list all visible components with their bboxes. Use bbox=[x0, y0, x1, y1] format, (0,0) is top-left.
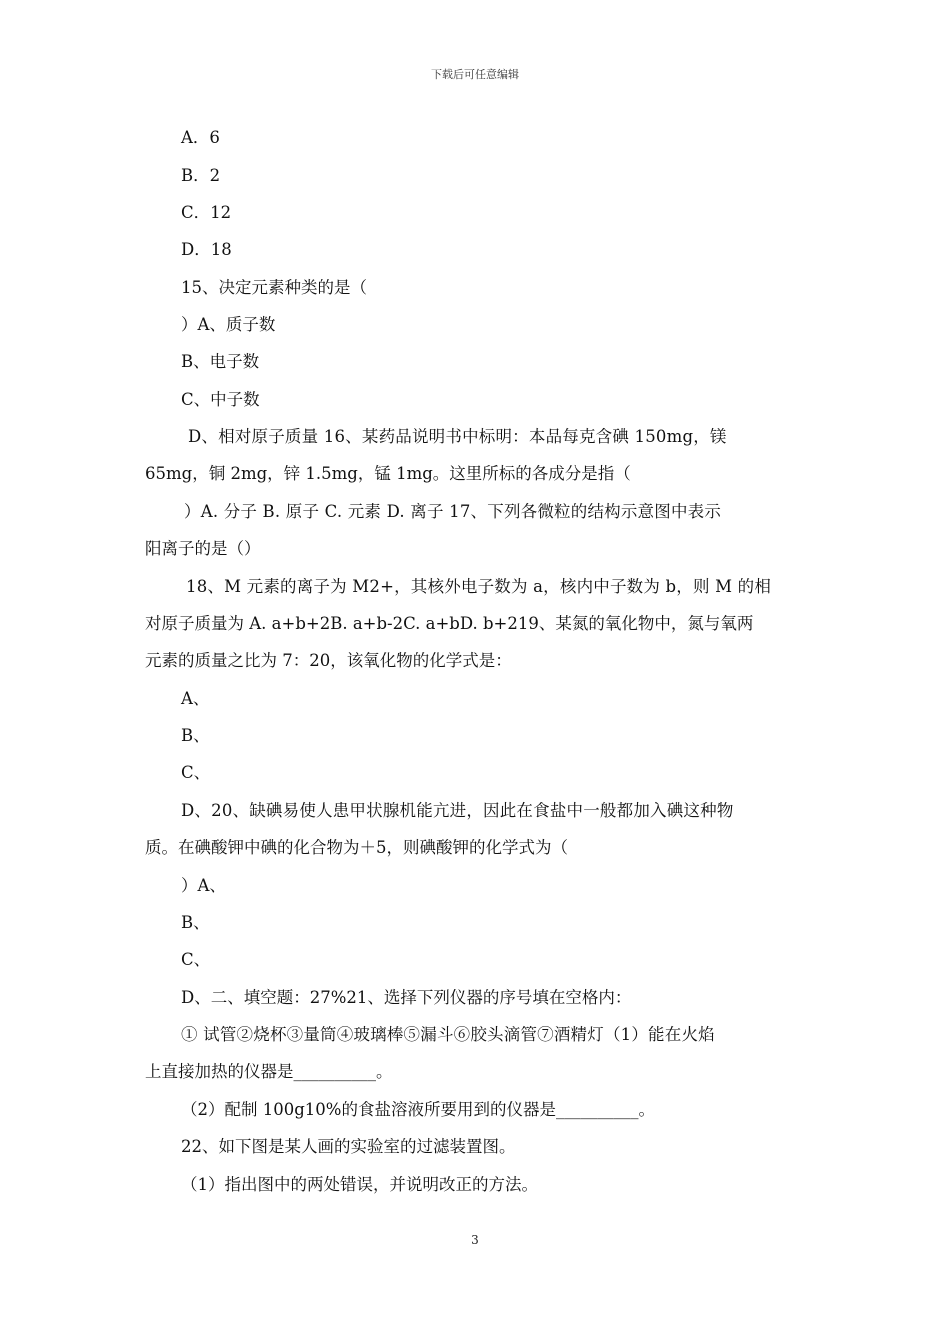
question-16-line-1: D、相对原子质量 16、某药品说明书中标明：本品每克含碘 150mg，镁 bbox=[188, 427, 727, 446]
question-20-line-2: 质。在碘酸钾中碘的化合物为＋5，则碘酸钾的化学式为（ bbox=[145, 838, 568, 857]
option-c-q20: C、 bbox=[181, 950, 211, 969]
option-b-q20: B、 bbox=[181, 913, 210, 932]
option-a-q19: A、 bbox=[181, 689, 210, 708]
question-21-line-2: 上直接加热的仪器是__________。 bbox=[145, 1062, 393, 1081]
section-two-heading: D、二、填空题：27%21、选择下列仪器的序号填在空格内： bbox=[181, 988, 632, 1007]
option-a-q14: A．6 bbox=[181, 128, 220, 147]
option-b-q19: B、 bbox=[181, 726, 210, 745]
option-b-q15: B、电子数 bbox=[181, 352, 260, 371]
question-15: 15、决定元素种类的是（ bbox=[181, 278, 367, 297]
question-18-line-2: 对原子质量为 A. a+b+2B. a+b-2C. a+bD. b+219、某氮的氧化物中，氮与氧两 bbox=[145, 614, 754, 633]
option-c-q19: C、 bbox=[181, 763, 211, 782]
question-16-line-2: 65mg，铜 2mg，锌 1.5mg，锰 1mg。这里所标的各成分是指（ bbox=[145, 464, 631, 483]
question-17-line-2: 阳离子的是（） bbox=[145, 539, 261, 558]
question-22-part-1: （1）指出图中的两处错误，并说明改正的方法。 bbox=[181, 1175, 538, 1194]
option-c-q15: C、中子数 bbox=[181, 390, 260, 409]
option-a-q20: ）A、 bbox=[181, 876, 226, 895]
option-c-q14: C．12 bbox=[181, 203, 232, 222]
question-21-line-1: ① 试管②烧杯③量筒④玻璃棒⑤漏斗⑥胶头滴管⑦酒精灯（1）能在火焰 bbox=[181, 1025, 715, 1044]
option-a-q15: ）A、质子数 bbox=[181, 315, 276, 334]
question-22: 22、如下图是某人画的实验室的过滤装置图。 bbox=[181, 1137, 516, 1156]
question-17-line-1: ）A. 分子 B. 原子 C. 元素 D. 离子 17、下列各微粒的结构示意图中表示 bbox=[184, 502, 722, 521]
option-d-q14: D．18 bbox=[181, 240, 232, 259]
question-18-line-1: 18、M 元素的离子为 M2+，其核外电子数为 a，核内中子数为 b，则 M 的相 bbox=[186, 577, 772, 596]
question-20-line-1: D、20、缺碘易使人患甲状腺机能亢进，因此在食盐中一般都加入碘这种物 bbox=[181, 801, 734, 820]
page-header: 下载后可任意编辑 bbox=[431, 68, 519, 81]
question-21-part-2: （2）配制 100g10%的食盐溶液所要用到的仪器是__________。 bbox=[181, 1100, 655, 1119]
question-19-line: 元素的质量之比为 7：20，该氧化物的化学式是： bbox=[145, 651, 512, 670]
option-b-q14: B．2 bbox=[181, 166, 221, 185]
page-number: 3 bbox=[471, 1233, 479, 1247]
